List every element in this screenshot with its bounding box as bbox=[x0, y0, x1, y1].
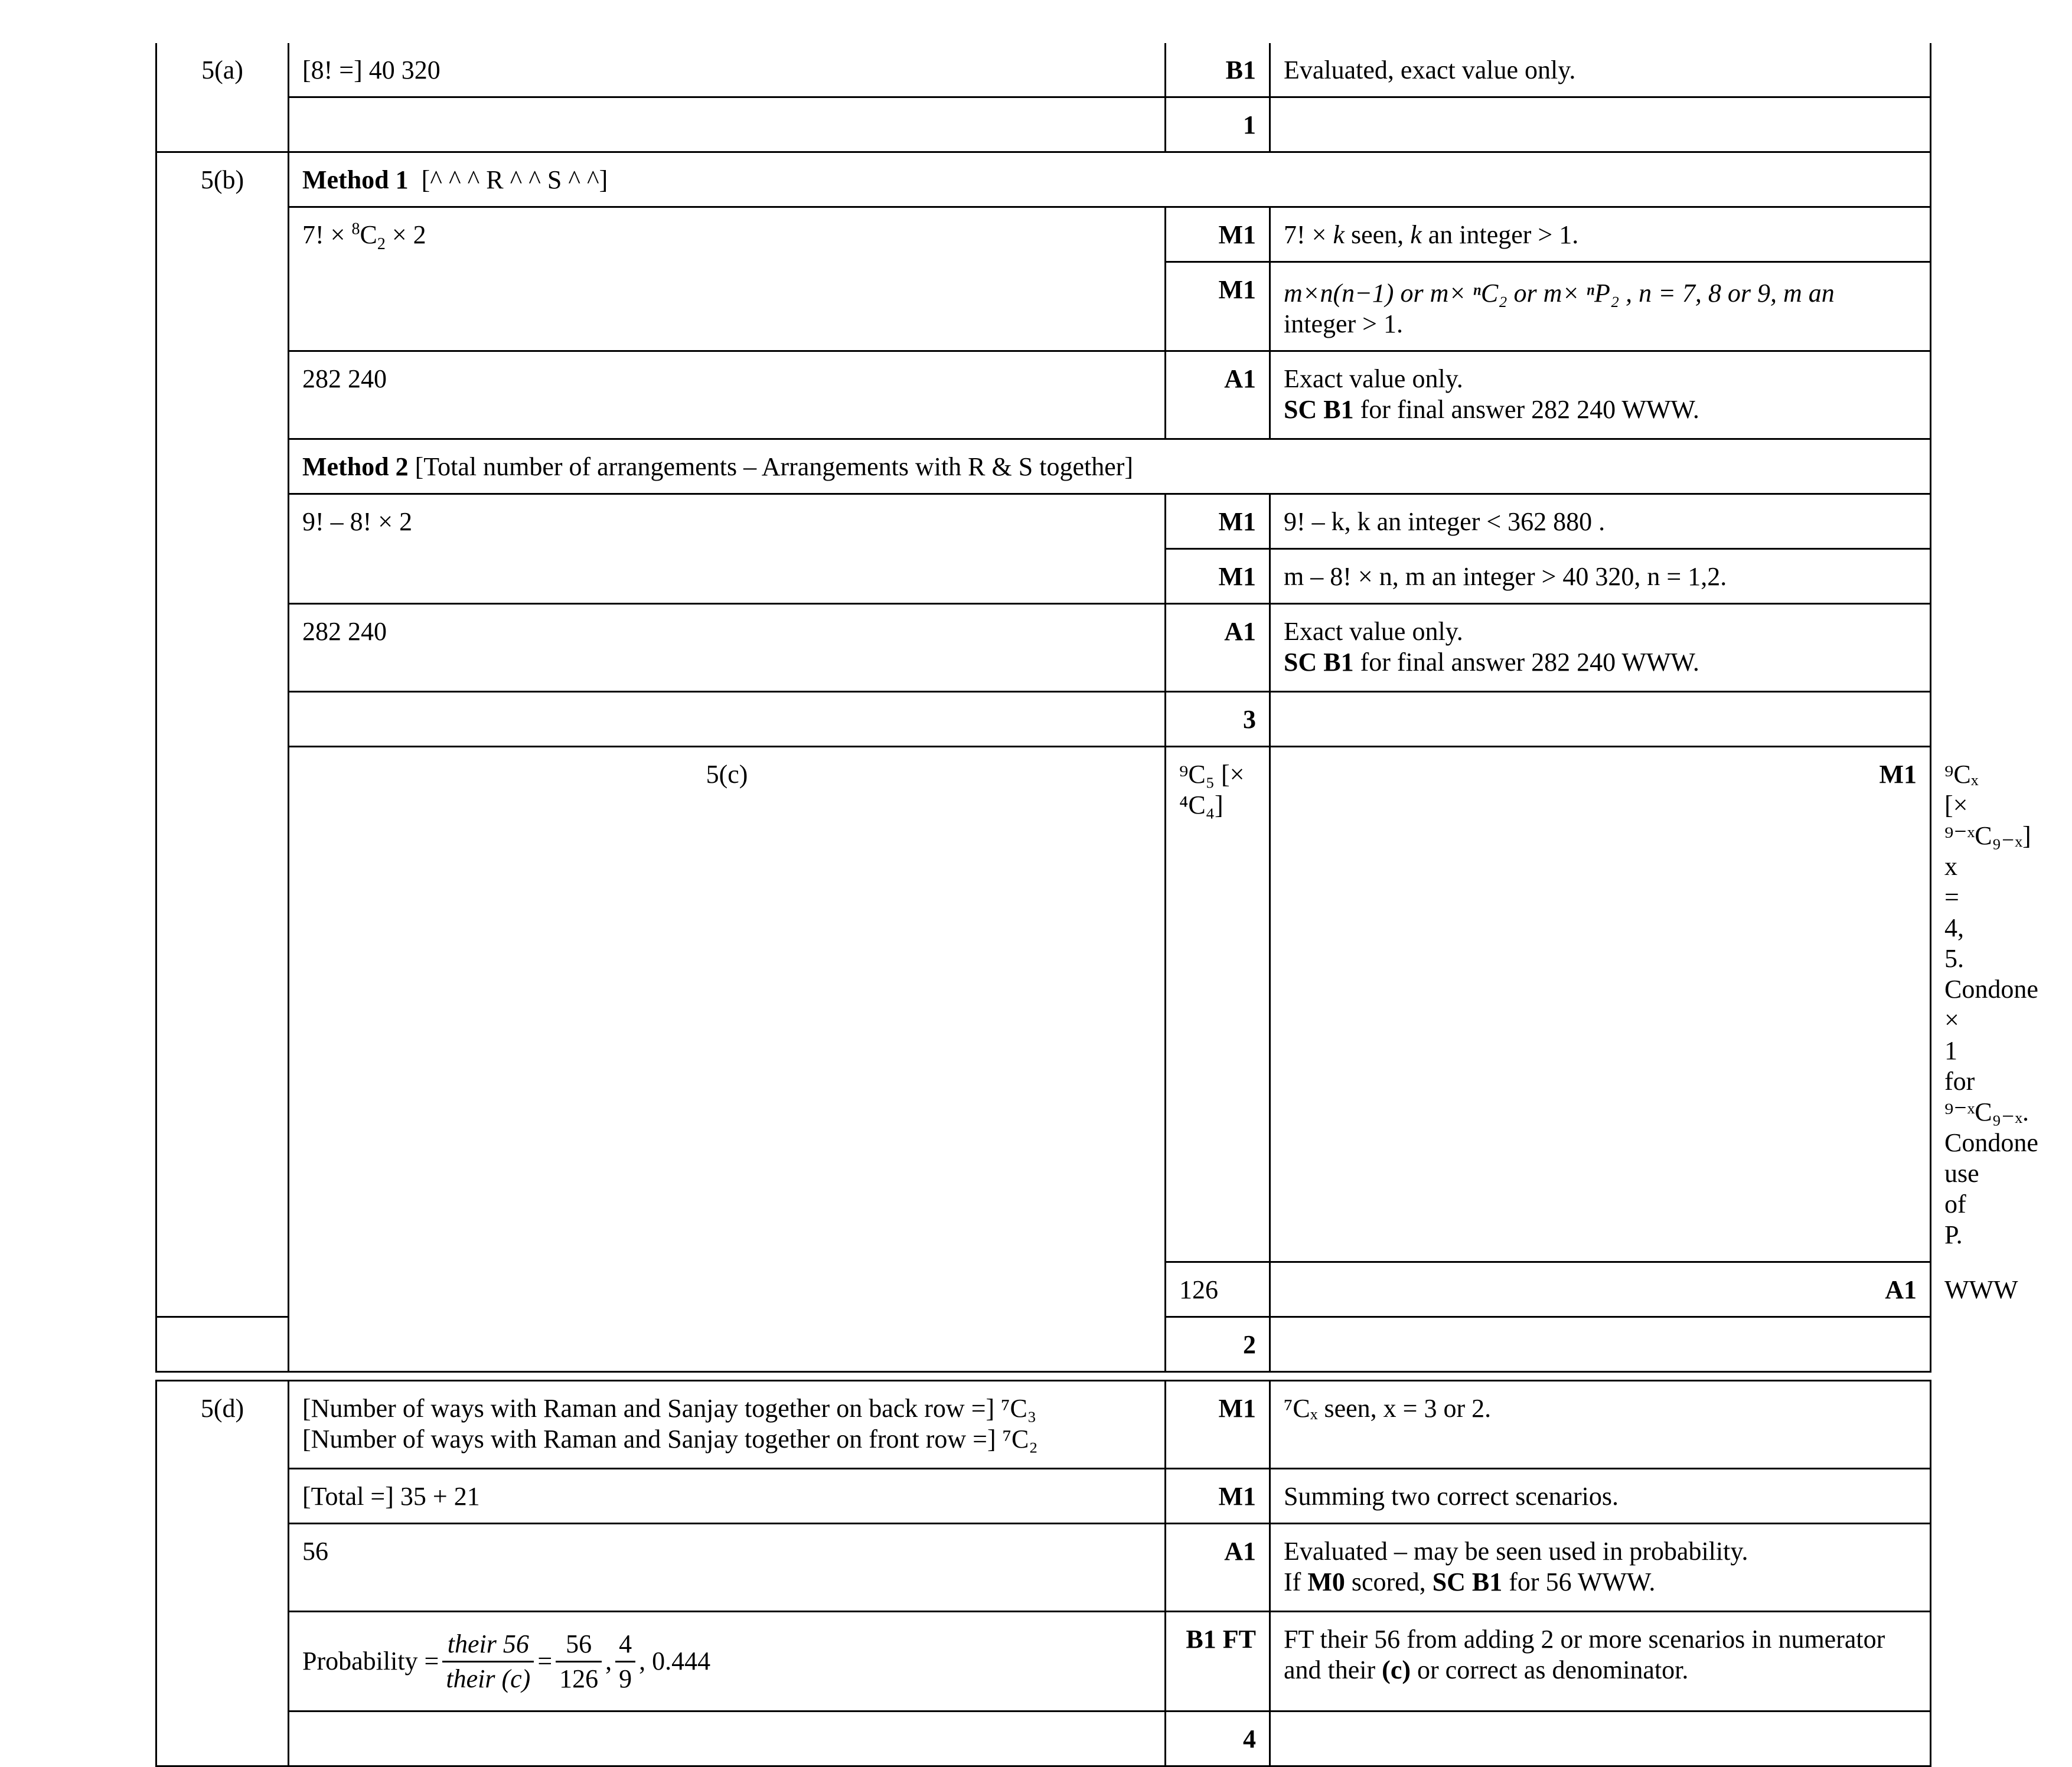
guidance-cell: Evaluated, exact value only. bbox=[1270, 43, 1931, 97]
row-5a-total bbox=[156, 97, 1931, 152]
guidance-text: for final answer 282 240 WWW. bbox=[1360, 648, 1699, 677]
row-5d-result bbox=[156, 1524, 1931, 1612]
method-title: Method 1 bbox=[302, 165, 409, 194]
special-case-label: SC B1 bbox=[1284, 395, 1354, 424]
row-5c-step1 bbox=[156, 747, 1931, 1262]
guidance-variable: k bbox=[1333, 220, 1345, 249]
method-heading bbox=[289, 152, 1931, 207]
spacer-cell bbox=[156, 1372, 1931, 1381]
guidance-text: an integer > 1. bbox=[1428, 220, 1579, 249]
guidance-text: If bbox=[1284, 1567, 1301, 1596]
question-number: 5(d) bbox=[156, 1381, 289, 1766]
total-marks: 3 bbox=[1166, 692, 1270, 747]
fraction-their bbox=[442, 1629, 534, 1694]
row-5c-result: 126 A1 WWW bbox=[156, 1262, 1931, 1317]
total-marks: 2 bbox=[1166, 1317, 1270, 1372]
superscript: 8 bbox=[351, 220, 360, 239]
row-5b-m2-step1 bbox=[156, 494, 1931, 549]
question-number: 5(a) bbox=[156, 43, 289, 152]
guidance-text: Condone use of P. bbox=[1944, 1128, 2038, 1249]
guidance-text: seen, bbox=[1351, 220, 1404, 249]
comma: , bbox=[605, 1647, 612, 1675]
guidance-text: or correct as denominator. bbox=[1417, 1655, 1689, 1684]
guidance-text: scored, bbox=[1351, 1567, 1426, 1596]
answer-cell: [8! =] 40 320 bbox=[289, 43, 1166, 97]
answer-cell: 282 240 bbox=[289, 351, 1166, 439]
answer-text: [Number of ways with Raman and Sanjay together on front row =] ⁷C₂ bbox=[302, 1425, 1038, 1454]
answer-text: [Number of ways with Raman and Sanjay together on back row =] ⁷C₃ bbox=[302, 1394, 1037, 1423]
answer-cell: 56 bbox=[289, 1524, 1166, 1612]
guidance-text: ⁹Cₓ [× ⁹⁻ˣC₉₋ₓ] x = 4, 5. Condone × 1 for ⁹⁻ˣC₉₋ₓ. bbox=[1944, 760, 2038, 1126]
mark-cell: M1 bbox=[1270, 747, 1931, 1262]
mark-cell: A1 bbox=[1166, 1524, 1270, 1612]
total-marks: 4 bbox=[1166, 1712, 1270, 1766]
mark-cell: M1 bbox=[1166, 494, 1270, 549]
row-5d-step1 bbox=[156, 1381, 1931, 1469]
answer-cell: ⁹C₅ [× ⁴C₄] bbox=[1166, 747, 1270, 1262]
answer-text: C bbox=[360, 220, 377, 249]
method-description: [Total number of arrangements – Arrangements with R & S together] bbox=[415, 452, 1134, 481]
row-5b-total bbox=[156, 692, 1931, 747]
guidance-cell: ⁷Cₓ seen, x = 3 or 2. bbox=[1270, 1381, 1931, 1469]
subscript: 2 bbox=[377, 234, 386, 253]
answer-cell-empty bbox=[289, 97, 1166, 152]
guidance-text: FT their 56 from adding 2 or more scenarios in numerator bbox=[1284, 1625, 1885, 1654]
answer-cell-empty bbox=[289, 1712, 1166, 1766]
guidance-text: Exact value only. bbox=[1284, 617, 1463, 646]
guidance-cell-empty bbox=[1270, 692, 1931, 747]
guidance-text: integer > 1. bbox=[1284, 309, 1403, 338]
answer-text: × 2 bbox=[391, 220, 426, 249]
method-description: [^ ^ ^ R ^ ^ S ^ ^] bbox=[421, 165, 608, 194]
guidance-cell bbox=[1270, 207, 1931, 262]
guidance-text: for 56 WWW. bbox=[1509, 1567, 1656, 1596]
mark-code: M0 bbox=[1307, 1567, 1345, 1596]
row-5d-step2 bbox=[156, 1469, 1931, 1524]
guidance-formula: m×n(n−1) or m× ⁿC₂ or m× ⁿP₂ , n = 7, 8 or 9, m an bbox=[1284, 279, 1835, 308]
special-case-label: SC B1 bbox=[1284, 648, 1354, 677]
guidance-cell-empty bbox=[1270, 97, 1931, 152]
method-heading bbox=[289, 439, 1931, 494]
answer-cell-empty bbox=[156, 1317, 289, 1372]
mark-cell: B1 bbox=[1166, 43, 1270, 97]
answer-cell: 9! – 8! × 2 bbox=[289, 494, 1166, 604]
guidance-cell-empty bbox=[1270, 1712, 1931, 1766]
mark-scheme-table bbox=[155, 43, 2038, 1767]
answer-cell bbox=[289, 1612, 1166, 1712]
fraction-56-126 bbox=[556, 1629, 602, 1694]
row-5a-1 bbox=[156, 43, 1931, 97]
guidance-text: for final answer 282 240 WWW. bbox=[1360, 395, 1699, 424]
special-case-label: SC B1 bbox=[1432, 1567, 1503, 1596]
answer-cell bbox=[289, 1381, 1166, 1469]
answer-cell: 126 bbox=[1166, 1262, 1270, 1317]
guidance-cell bbox=[1270, 1612, 1931, 1712]
guidance-cell bbox=[1270, 262, 1931, 351]
row-5d-total bbox=[156, 1712, 1931, 1766]
mark-cell: A1 bbox=[1166, 604, 1270, 692]
part-reference: (c) bbox=[1382, 1655, 1411, 1684]
equals-sign: = bbox=[537, 1647, 553, 1675]
page-break-spacer bbox=[156, 1372, 1931, 1381]
answer-cell: [Total =] 35 + 21 bbox=[289, 1469, 1166, 1524]
guidance-text: Evaluated – may be seen used in probability. bbox=[1284, 1537, 1748, 1566]
guidance-cell: m – 8! × n, m an integer > 40 320, n = 1,2. bbox=[1270, 549, 1931, 604]
fraction-denominator: their (c) bbox=[446, 1664, 531, 1693]
fraction-4-9 bbox=[615, 1629, 635, 1694]
guidance-variable: k bbox=[1410, 220, 1422, 249]
row-5b-method1-heading bbox=[156, 152, 1931, 207]
mark-cell: A1 bbox=[1270, 1262, 1931, 1317]
mark-cell: B1 FT bbox=[1166, 1612, 1270, 1712]
guidance-cell bbox=[1270, 1524, 1931, 1612]
row-5b-m2-result bbox=[156, 604, 1931, 692]
answer-cell: 282 240 bbox=[289, 604, 1166, 692]
mark-cell: M1 bbox=[1166, 549, 1270, 604]
decimal-value: , 0.444 bbox=[639, 1647, 711, 1675]
row-5d-probability bbox=[156, 1612, 1931, 1712]
mark-cell: A1 bbox=[1166, 351, 1270, 439]
row-5b-method2-heading bbox=[156, 439, 1931, 494]
guidance-cell bbox=[1270, 351, 1931, 439]
fraction-numerator: 4 bbox=[615, 1629, 635, 1663]
fraction-denominator: 126 bbox=[559, 1664, 599, 1693]
answer-cell-empty bbox=[289, 692, 1166, 747]
mark-cell: M1 bbox=[1166, 262, 1270, 351]
guidance-cell bbox=[1270, 604, 1931, 692]
guidance-text: and their bbox=[1284, 1655, 1376, 1684]
mark-cell: M1 bbox=[1166, 1381, 1270, 1469]
guidance-text: Exact value only. bbox=[1284, 364, 1463, 393]
answer-text: 7! × bbox=[302, 220, 345, 249]
probability-expression bbox=[302, 1617, 1151, 1706]
guidance-cell: Summing two correct scenarios. bbox=[1270, 1469, 1931, 1524]
row-5b-m1-step1 bbox=[156, 207, 1931, 262]
probability-label: Probability = bbox=[302, 1647, 439, 1675]
guidance-cell: 9! – k, k an integer < 362 880 . bbox=[1270, 494, 1931, 549]
method-title: Method 2 bbox=[302, 452, 409, 481]
fraction-denominator: 9 bbox=[619, 1664, 632, 1693]
question-number: 5(c) bbox=[289, 747, 1166, 1372]
guidance-cell-empty bbox=[1270, 1317, 1931, 1372]
question-number: 5(b) bbox=[156, 152, 289, 1317]
fraction-numerator: their 56 bbox=[442, 1629, 534, 1663]
row-5b-m1-result bbox=[156, 351, 1931, 439]
guidance-text: 7! × bbox=[1284, 220, 1327, 249]
mark-cell: M1 bbox=[1166, 207, 1270, 262]
mark-cell: M1 bbox=[1166, 1469, 1270, 1524]
total-marks: 1 bbox=[1166, 97, 1270, 152]
answer-cell bbox=[289, 207, 1166, 351]
fraction-numerator: 56 bbox=[556, 1629, 602, 1663]
